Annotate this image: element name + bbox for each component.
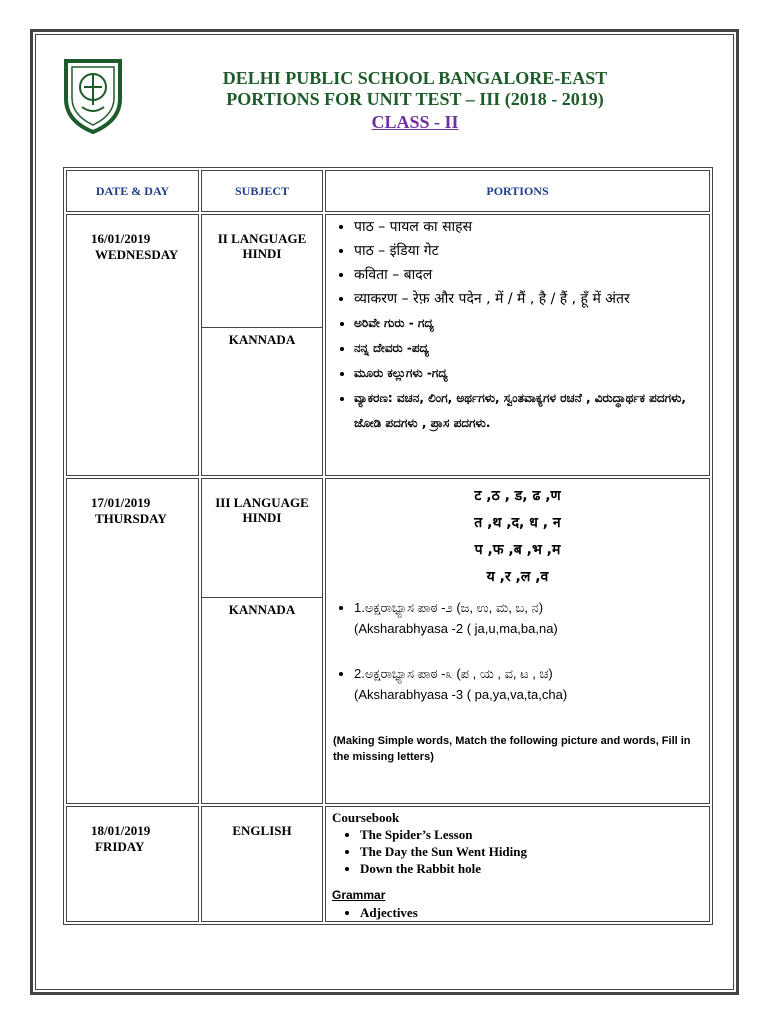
- hindi-letters: य ,र ,ल ,व: [486, 569, 549, 585]
- subject-english: ENGLISH: [232, 823, 292, 838]
- activity-note: (Making Simple words, Match the following picture and words, Fill in the missing letters): [333, 735, 691, 763]
- table-header-row: [66, 170, 710, 212]
- portions-cell: [325, 806, 710, 922]
- aksharabhyasa-kannada: 1.ಅಕ್ಷರಾಭ್ಯಾಸ ಪಾಠ -೨ (ಜ, ಉ, ಮ, ಬ, ನ): [354, 600, 544, 615]
- list-item: • पाठ – पायल का साहस: [354, 215, 709, 239]
- class-label: CLASS - II: [371, 112, 459, 132]
- hindi-letters: त ,थ ,द, ध , न: [474, 515, 561, 531]
- subject-kannada: KANNADA: [228, 602, 296, 617]
- subject-kannada: KANNADA: [228, 332, 296, 347]
- list-item: • व्याकरण – रेफ़ और पदेन , में / मैं , है / हैं , हूँ में अंतर: [354, 287, 709, 311]
- subject-cell: [201, 214, 323, 476]
- list-item: • ವ್ಯಾಕರಣ: ವಚನ, ಲಿಂಗ, ಅರ್ಥಗಳು, ಸ್ವಂತವಾಕ್ಯಗಳ ರಚನೆ , ವಿರುದ್ಧಾರ್ಥಕ ಪದಗಳು, ಜೋಡಿ ಪದಗಳು , ಪ್ರಾಸ ಪದಗಳು.: [354, 386, 709, 436]
- school-name: DELHI PUBLIC SCHOOL BANGALORE-EAST: [222, 68, 608, 88]
- table-row: [66, 478, 710, 804]
- subject-cell: [201, 478, 323, 804]
- day: WEDNESDAY: [95, 247, 179, 262]
- subject-language: III LANGUAGE: [215, 495, 309, 510]
- portions-cell: [325, 214, 710, 476]
- aksharabhyasa-english: (Aksharabhyasa -3 ( pa,ya,va,ta,cha): [354, 687, 568, 702]
- list-item: • ಮೂರು ಕಲ್ಲುಗಳು -ಗದ್ಯ: [354, 361, 709, 386]
- table-row: [66, 806, 710, 922]
- date: 16/01/2019: [91, 231, 151, 246]
- list-item: • Adjectives: [360, 904, 709, 921]
- table-row: [66, 214, 710, 476]
- subject-name: HINDI: [242, 246, 282, 261]
- subject-name: HINDI: [242, 510, 282, 525]
- list-item: • The Spider’s Lesson: [360, 826, 709, 843]
- list-item: [354, 663, 709, 705]
- header-portions: PORTIONS: [325, 170, 710, 212]
- document-header: [150, 68, 680, 133]
- list-item: • The Day the Sun Went Hiding: [360, 843, 709, 860]
- date: 18/01/2019: [91, 823, 151, 838]
- aksharabhyasa-kannada: 2.ಅಕ್ಷರಾಭ್ಯಾಸ ಪಾಠ -೩ (ಪ , ಯ , ವ, ಟ , ಚ): [354, 666, 553, 681]
- day: THURSDAY: [95, 511, 167, 526]
- subject-cell: [201, 806, 323, 922]
- grammar-label: Grammar: [332, 888, 386, 902]
- portions-cell: [325, 478, 710, 804]
- list-item: • ನನ್ನ ದೇವರು -ಪದ್ಯ: [354, 336, 709, 361]
- school-crest-logo: [58, 55, 128, 135]
- list-item: • कविता – बादल: [354, 263, 709, 287]
- day: FRIDAY: [95, 839, 145, 854]
- header-date-day: DATE & DAY: [66, 170, 199, 212]
- list-item: • ಅರಿವೇ ಗುರು - ಗದ್ಯ: [354, 311, 709, 336]
- date-cell: [66, 478, 199, 804]
- list-item: • पाठ – इंडिया गेट: [354, 239, 709, 263]
- date: 17/01/2019: [91, 495, 151, 510]
- header-subject: SUBJECT: [201, 170, 323, 212]
- hindi-letters: प ,फ ,ब ,भ ,म: [474, 542, 561, 558]
- subject-language: II LANGUAGE: [217, 231, 307, 246]
- portions-table: [63, 167, 713, 925]
- date-cell: [66, 806, 199, 922]
- aksharabhyasa-english: (Aksharabhyasa -2 ( ja,u,ma,ba,na): [354, 621, 558, 636]
- list-item: [354, 597, 709, 639]
- coursebook-label: Coursebook: [332, 810, 400, 825]
- date-cell: [66, 214, 199, 476]
- document-title: PORTIONS FOR UNIT TEST – III (2018 - 2019): [226, 89, 604, 109]
- list-item: • Down the Rabbit hole: [360, 860, 709, 877]
- hindi-letters: ट ,ठ , ड, ढ ,ण: [474, 488, 561, 504]
